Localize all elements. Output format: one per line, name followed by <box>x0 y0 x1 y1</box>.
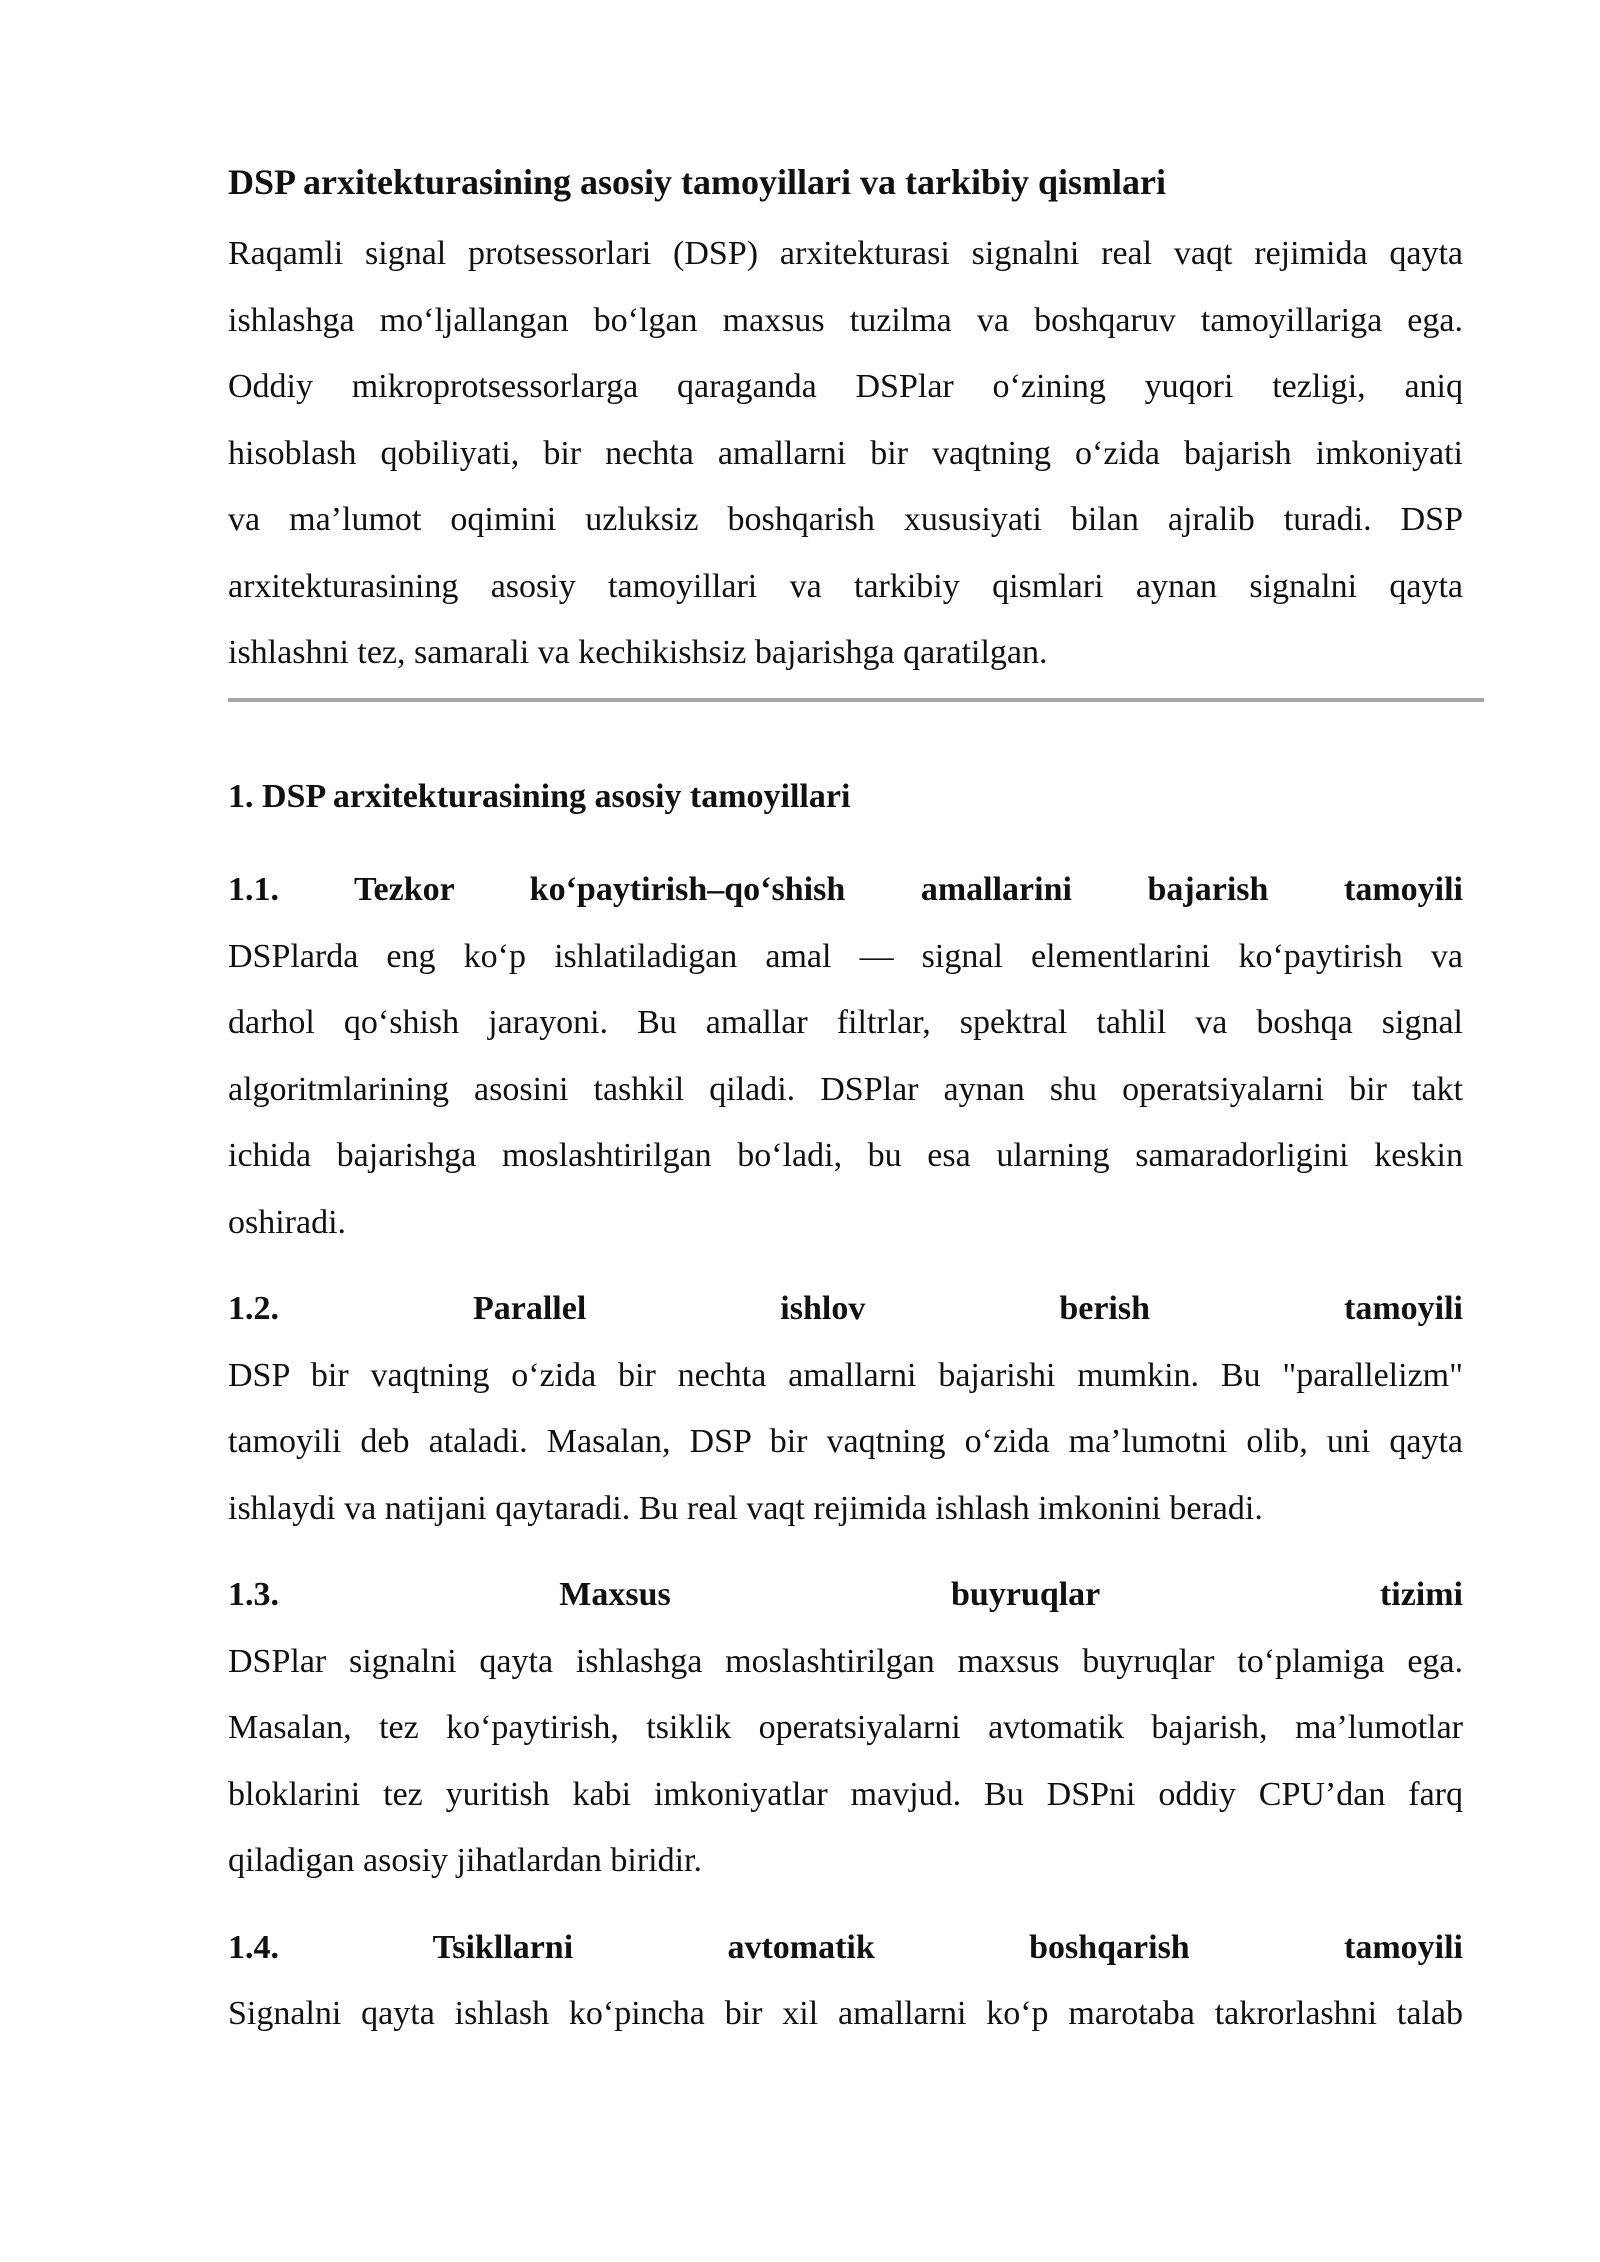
text-line: hisoblash qobiliyati, bir nechta amallarni bir vaqtning o‘zida bajarish imkoniyati <box>228 434 1463 472</box>
text-line: darhol qo‘shish jarayoni. Bu amallar filtrlar, spektral tahlil va boshqa signal <box>228 1004 1463 1041</box>
text-line: ishlashga mo‘ljallangan bo‘lgan maxsus tuzilma va boshqaruv tamoyillariga ega. <box>228 301 1463 339</box>
text-line: Raqamli signal protsessorlari (DSP) arxitekturasi signalni real vaqt rejimida qayta <box>228 235 1463 272</box>
subsection-1-3 <box>228 1562 1463 1895</box>
text-line: ishlaydi va natijani qaytaradi. Bu real vaqt rejimida ishlash imkonini beradi. <box>228 1489 1263 1527</box>
text-line: bloklarini tez yuritish kabi imkoniyatlar mavjud. Bu DSPni oddiy CPU’dan farq <box>228 1775 1463 1813</box>
text-line: Oddiy mikroprotsessorlarga qaraganda DSPlar o‘zining yuqori tezligi, aniq <box>228 368 1463 405</box>
subsection-1-2-heading: 1.2. Parallel ishlov berish tamoyili <box>228 1290 1463 1327</box>
subsection-1-4 <box>228 1915 1463 2048</box>
subsection-1-4-body <box>228 1981 1463 2048</box>
text-line: DSPlarda eng ko‘p ishlatiladigan amal — signal elementlarini ko‘paytirish va <box>228 937 1463 975</box>
subsection-1-2 <box>228 1276 1463 1542</box>
subsection-1-2-body <box>228 1343 1463 1543</box>
text-line: Signalni qayta ishlash ko‘pincha bir xil amallarni ko‘p marotaba takrorlashni talab <box>228 1995 1463 2032</box>
text-line: Masalan, tez ko‘paytirish, tsiklik operatsiyalarni avtomatik bajarish, ma’lumotlar <box>228 1709 1463 1746</box>
text-line: arxitekturasining asosiy tamoyillari va tarkibiy qismlari aynan signalni qayta <box>228 567 1463 605</box>
document-title: DSP arxitekturasining asosiy tamoyillari va tarkibiy qismlari <box>228 162 1167 202</box>
text-line: ishlashni tez, samarali va kechikishsiz bajarishga qaratilgan. <box>228 634 1048 671</box>
text-line: DSPlar signalni qayta ishlashga moslashtirilgan maxsus buyruqlar to‘plamiga ega. <box>228 1642 1463 1680</box>
text-line: algoritmlarining asosini tashkil qiladi. DSPlar aynan shu operatsiyalarni bir takt <box>228 1070 1463 1108</box>
text-line: qiladigan asosiy jihatlardan biridir. <box>228 1842 703 1879</box>
text-line: DSP bir vaqtning o‘zida bir nechta amallarni bajarishi mumkin. Bu "parallelizm" <box>228 1356 1463 1394</box>
section-1-heading: 1. DSP arxitekturasining asosiy tamoyillari <box>228 777 851 815</box>
intro-paragraph <box>228 221 1463 687</box>
subsection-1-3-body <box>228 1629 1463 1895</box>
horizontal-divider <box>228 698 1484 702</box>
subsection-1-3-heading: 1.3. Maxsus buyruqlar tizimi <box>228 1576 1463 1613</box>
text-line: tamoyili deb ataladi. Masalan, DSP bir vaqtning o‘zida ma’lumotni olib, uni qayta <box>228 1423 1463 1460</box>
text-line: oshiradi. <box>228 1203 347 1241</box>
subsection-1-4-heading: 1.4. Tsikllarni avtomatik boshqarish tamoyili <box>228 1928 1463 1966</box>
subsection-1-1 <box>228 857 1463 1256</box>
text-line: ichida bajarishga moslashtirilgan bo‘ladi, bu esa ularning samaradorligini keskin <box>228 1137 1463 1174</box>
text-line: va ma’lumot oqimini uzluksiz boshqarish xususiyati bilan ajralib turadi. DSP <box>228 501 1463 538</box>
subsection-1-1-body <box>228 924 1463 1257</box>
subsection-1-1-heading: 1.1. Tezkor ko‘paytirish–qo‘shish amallarini bajarish tamoyili <box>228 871 1463 908</box>
